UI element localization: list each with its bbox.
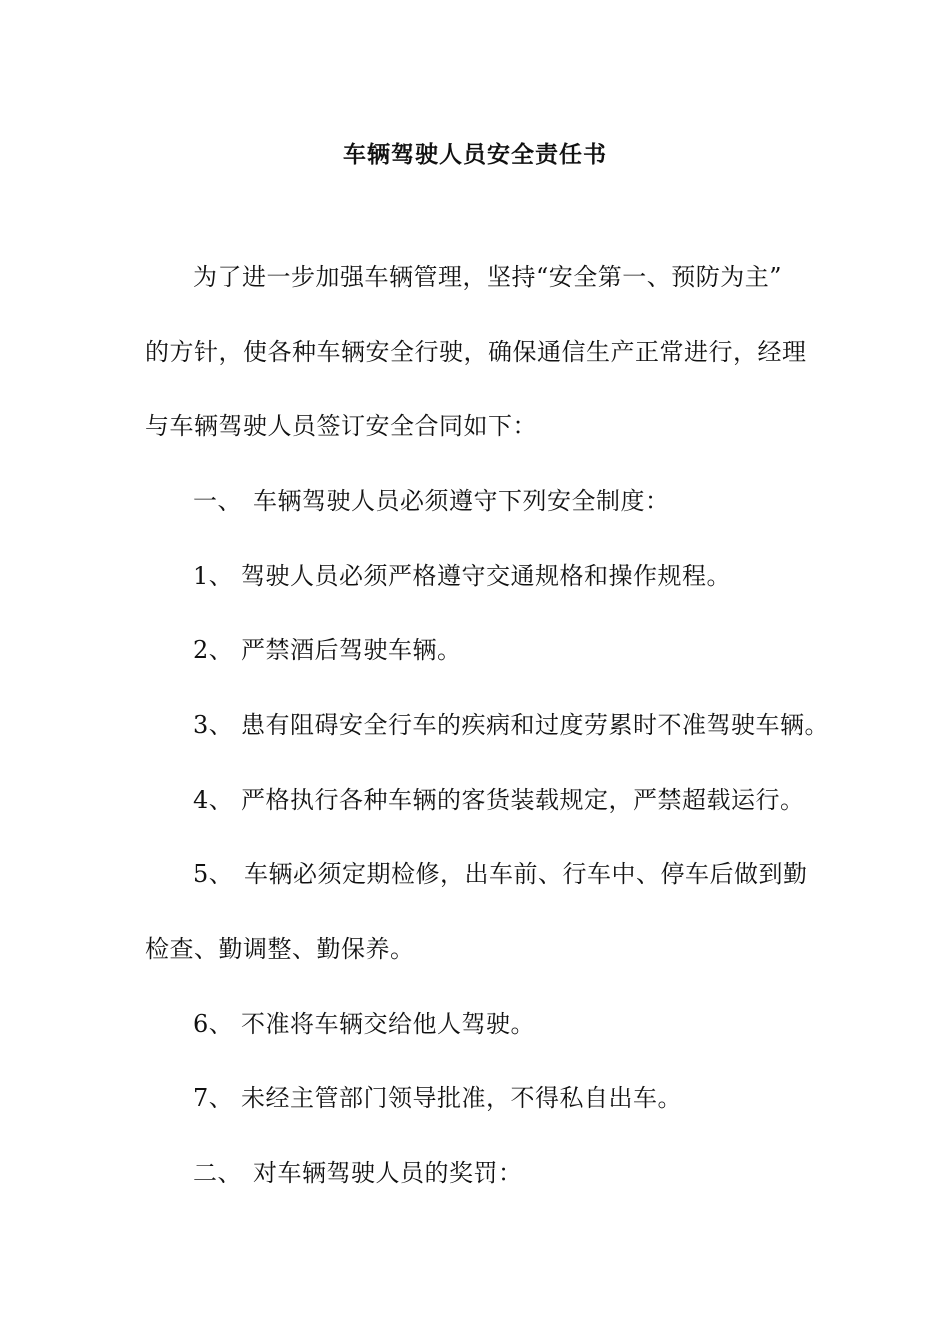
list-item-4-text: 严格执行各种车辆的客货装载规定，严禁超载运行。 [241, 786, 805, 814]
list-item-7-marker: 7、 [193, 1084, 234, 1112]
document-title: 车辆驾驶人员安全责任书 [343, 141, 607, 168]
list-item-2-text: 严禁酒后驾驶车辆。 [241, 636, 462, 664]
section-2-heading: 对车辆驾驶人员的奖罚： [253, 1159, 523, 1187]
list-item-3 [193, 710, 829, 740]
list-item-1-marker: 1、 [193, 562, 234, 590]
list-item-6-text: 不准将车辆交给他人驾驶。 [241, 1010, 535, 1038]
list-item-3-text: 患有阻碍安全行车的疾病和过度劳累时不准驾驶车辆。 [241, 711, 829, 739]
list-item-5-text: 车辆必须定期检修，出车前、行车中、停车后做到勤 [244, 860, 808, 888]
list-item-6-marker: 6、 [193, 1010, 234, 1038]
list-item-2 [193, 635, 462, 665]
list-item-5 [193, 859, 808, 889]
list-item-2-marker: 2、 [193, 636, 234, 664]
list-item-7 [193, 1083, 682, 1113]
list-item-4 [193, 785, 805, 815]
list-item-7-text: 未经主管部门领导批准，不得私自出车。 [241, 1084, 682, 1112]
section-1-heading: 车辆驾驶人员必须遵守下列安全制度： [253, 487, 670, 515]
list-item-1-text: 驾驶人员必须严格遵守交通规格和操作规程。 [241, 562, 731, 590]
list-item-1 [193, 561, 731, 591]
section-1-heading-row [193, 486, 670, 516]
list-item-6 [193, 1009, 535, 1039]
list-item-5-marker: 5、 [193, 860, 234, 888]
list-item-5-continuation: 检查、勤调整、勤保养。 [145, 935, 415, 963]
intro-line-1: 为了进一步加强车辆管理，坚持“安全第一、预防为主” [193, 263, 783, 291]
intro-line-2: 的方针，使各种车辆安全行驶，确保通信生产正常进行，经理 [145, 338, 807, 366]
list-item-4-marker: 4、 [193, 786, 234, 814]
section-2-marker: 二、 [193, 1159, 242, 1187]
intro-line-3: 与车辆驾驶人员签订安全合同如下： [145, 412, 537, 440]
section-1-marker: 一、 [193, 487, 242, 515]
section-2-heading-row [193, 1158, 523, 1188]
list-item-3-marker: 3、 [193, 711, 234, 739]
